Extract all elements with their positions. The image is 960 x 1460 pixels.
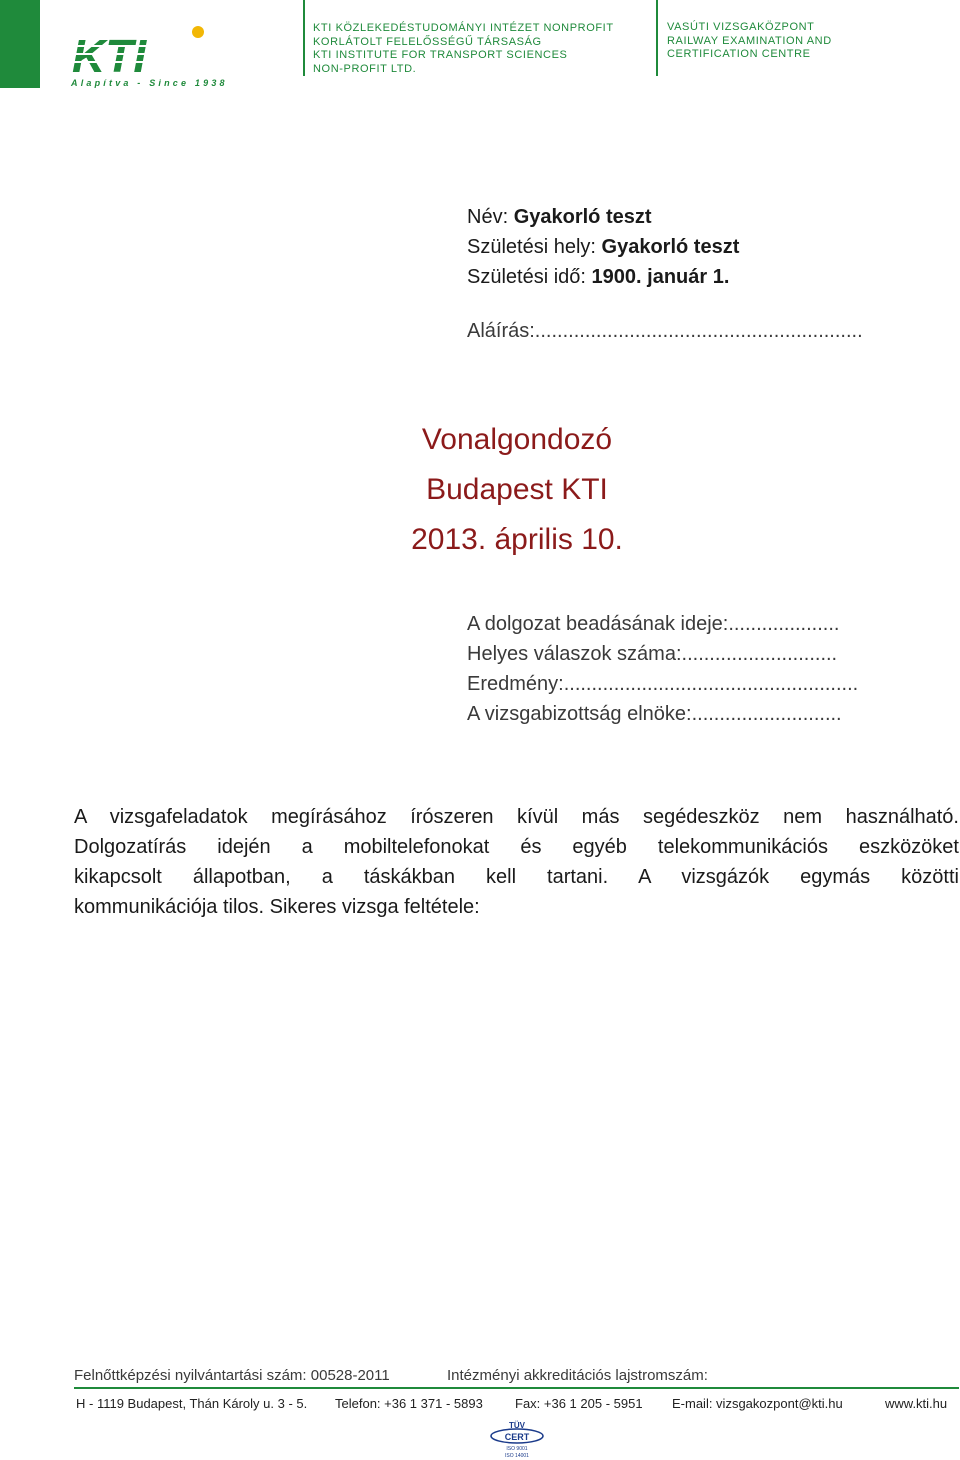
exam-title: Vonalgondozó: [421, 423, 613, 456]
exam-instructions: [74, 802, 959, 922]
org-name-block: [313, 22, 614, 76]
footer-phone: Telefon: +36 1 371 - 5893: [335, 1396, 483, 1411]
header-green-bar: [0, 0, 40, 88]
signature-line: Aláírás:...........................................................: [467, 320, 863, 342]
footer-address: H - 1119 Budapest, Thán Károly u. 3 - 5.: [76, 1396, 308, 1411]
centre-name-line: RAILWAY EXAMINATION AND: [667, 34, 832, 47]
name-value: Gyakorló teszt: [513, 206, 652, 228]
candidate-birthplace: [467, 236, 739, 259]
registration-number: Felnőttképzési nyilvántartási szám: 00528-2011: [74, 1367, 390, 1384]
name-label: Név:: [467, 206, 509, 228]
birthdate-label: Születési idő:: [467, 266, 586, 288]
tuv-brand: TÜV: [509, 1421, 525, 1430]
tuv-cert-icon: [489, 1419, 545, 1459]
committee-chair-line: A vizsgabizottság elnöke:...........................: [467, 703, 842, 725]
logo-sun-dot: [192, 26, 204, 38]
centre-name-line: VASÚTI VIZSGAKÖZPONT: [667, 21, 815, 33]
correct-answers-line: Helyes válaszok száma:............................: [467, 643, 838, 665]
org-name-line: KTI INSTITUTE FOR TRANSPORT SCIENCES: [313, 49, 568, 61]
birthplace-label: Születési hely:: [467, 236, 596, 258]
instruction-line: kikapcsolt állapotban, a táskákban kell tartani. A vizsgázók egymás közötti: [74, 866, 959, 888]
org-name-line: NON-PROFIT LTD.: [313, 62, 417, 75]
exam-date: 2013. április 10.: [411, 523, 623, 556]
header-divider-2: [656, 0, 658, 76]
footer-fax: Fax: +36 1 205 - 5951: [515, 1396, 643, 1411]
centre-name-block: [667, 21, 832, 62]
footer-email[interactable]: E-mail: vizsgakozpont@kti.hu: [672, 1396, 843, 1411]
instruction-line: kommunikációja tilos. Sikeres vizsga feltétele:: [74, 896, 480, 918]
footer-website[interactable]: www.kti.hu: [885, 1396, 948, 1411]
iso-14001: ISO 14001: [505, 1453, 529, 1459]
iso-9001: ISO 9001: [506, 1446, 528, 1452]
logo-lettering: KTI: [72, 30, 147, 82]
birthplace-value: Gyakorló teszt: [601, 236, 740, 258]
accreditation-number: Intézményi akkreditációs lajstromszám:: [447, 1367, 708, 1384]
result-line: Eredmény:.....................................................: [467, 673, 859, 695]
instruction-line: A vizsgafeladatok megírásához írószeren kívül más segédeszköz nem használható.: [74, 806, 959, 828]
footer-rule: [74, 1387, 959, 1389]
org-name-line: KORLÁTOLT FELELŐSSÉGŰ TÁRSASÁG: [313, 35, 542, 48]
logo-slogan: Alapítva - Since 1938: [71, 78, 228, 88]
header-divider-1: [303, 0, 305, 76]
instruction-line: Dolgozatírás idején a mobiltelefonokat és egyéb telekommunikációs eszközöket: [74, 836, 959, 858]
cert-label: CERT: [504, 1432, 530, 1442]
candidate-birthdate: [467, 266, 729, 289]
birthdate-value: 1900. január 1.: [591, 266, 730, 288]
centre-name-line: CERTIFICATION CENTRE: [667, 48, 811, 60]
candidate-name: [467, 206, 652, 229]
org-name-line: KTI KÖZLEKEDÉSTUDOMÁNYI INTÉZET NONPROFIT: [313, 22, 614, 34]
exam-location: Budapest KTI: [426, 473, 608, 506]
submission-time-line: A dolgozat beadásának ideje:....................: [467, 613, 840, 635]
